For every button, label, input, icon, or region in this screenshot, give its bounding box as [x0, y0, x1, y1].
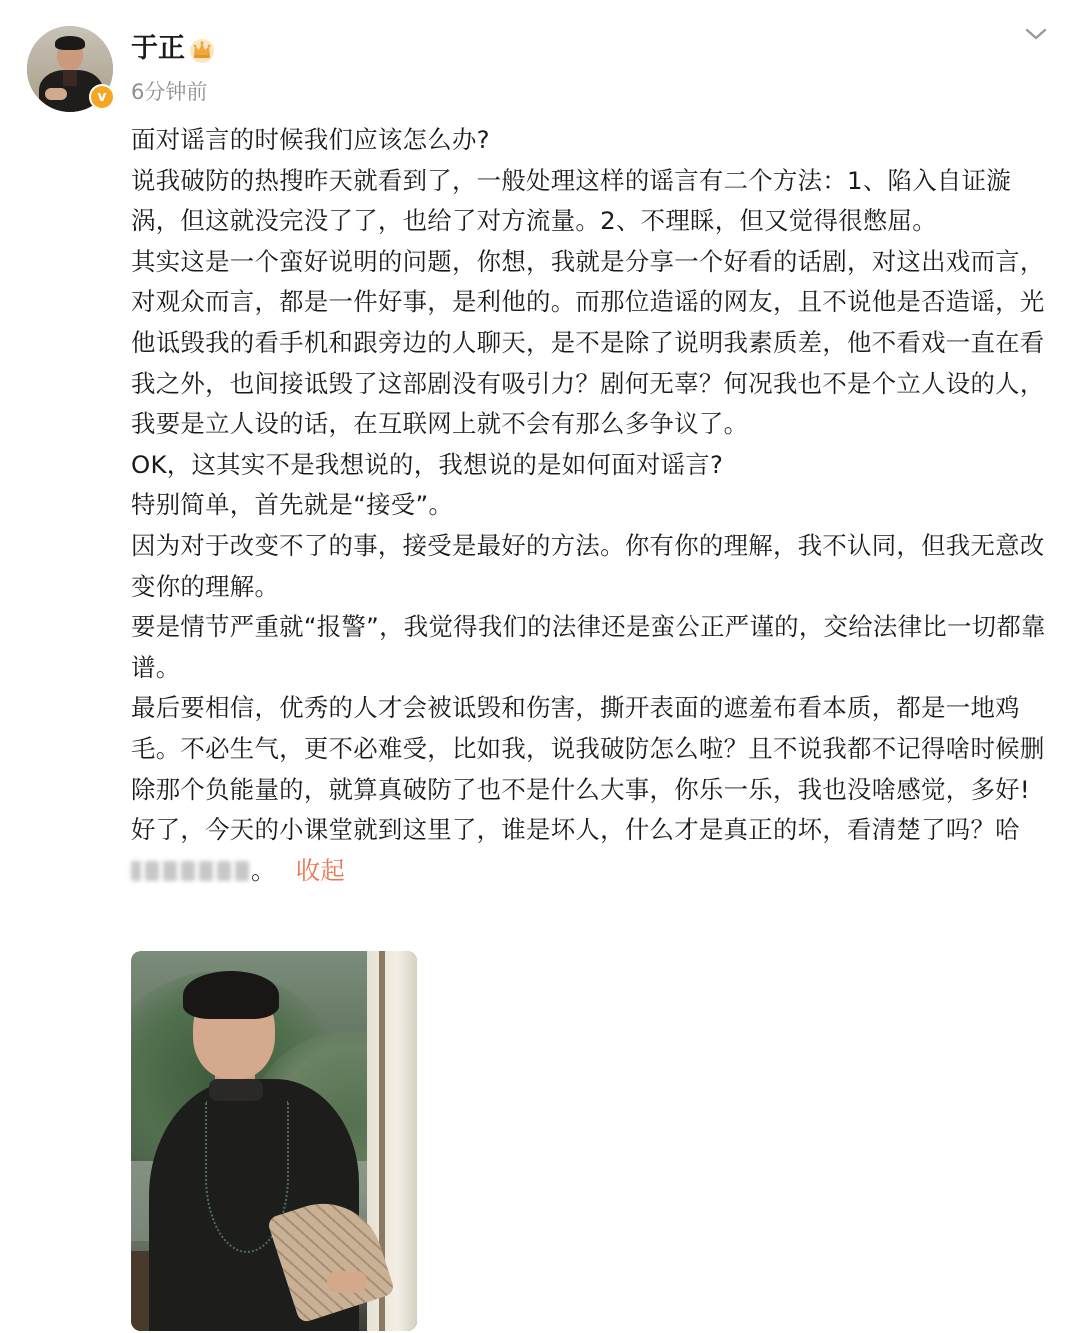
post-timestamp: 6分钟前	[131, 80, 208, 104]
post-photo[interactable]	[131, 951, 417, 1331]
collapse-link[interactable]: 收起	[295, 855, 346, 885]
chevron-down-icon[interactable]	[1020, 20, 1052, 48]
post-paragraph: 面对谣言的时候我们应该怎么办?	[131, 125, 490, 154]
user-name[interactable]: 于正	[131, 33, 185, 64]
post-paragraph: 特别简单，首先就是“接受”。	[131, 490, 454, 520]
post-paragraph: OK，这其实不是我想说的，我想说的是如何面对谣言?	[131, 449, 724, 479]
verified-badge-label: v	[97, 89, 107, 105]
post-paragraph: 要是情节严重就“报警”，我觉得我们的法律还是蛮公正严谨的，交给法律比一切都靠谱。	[131, 612, 1046, 682]
sentence-end: 。	[251, 855, 276, 885]
avatar[interactable]	[27, 26, 113, 112]
blurred-text	[131, 861, 249, 881]
post-paragraph: 最后要相信，优秀的人才会被诋毁和伤害，撕开表面的遮羞布看本质，都是一地鸡毛。不必生气，更不必难受，比如我，说我破防怎么啦？且不说我都不记得啥时候删除那个负能量的，就算真破防了也不是什么大事，你乐一乐，我也没啥感觉，多好!	[131, 693, 1045, 804]
crown-icon	[188, 36, 216, 64]
post-body	[131, 120, 1051, 891]
post-paragraph: 好了，今天的小课堂就到这里了，谁是坏人，什么才是真正的坏，看清楚了吗？哈	[131, 815, 1020, 845]
post-last-line	[131, 851, 1051, 892]
post-paragraph: 其实这是一个蛮好说明的问题，你想，我就是分享一个好看的话剧，对这出戏而言，对观众而言，都是一件好事，是利他的。而那位造谣的网友，且不说他是否造谣，光他诋毁我的看手机和跟旁边的人聊天，是不是除了说明我素质差，他不看戏一直在看我之外，也间接诋毁了这部剧没有吸引力？剧何无辜？何况我也不是个立人设的人，我要是立人设的话，在互联网上就不会有那么多争议了。	[131, 246, 1045, 439]
post-paragraph: 因为对于改变不了的事，接受是最好的方法。你有你的理解，我不认同，但我无意改变你的理解。	[131, 530, 1045, 601]
post-paragraph: 说我破防的热搜昨天就看到了，一般处理这样的谣言有二个方法：1、陷入自证漩涡，但这就没完没了了，也给了对方流量。2、不理睬，但又觉得很憋屈。	[131, 165, 1011, 236]
verified-badge-icon	[89, 84, 115, 110]
